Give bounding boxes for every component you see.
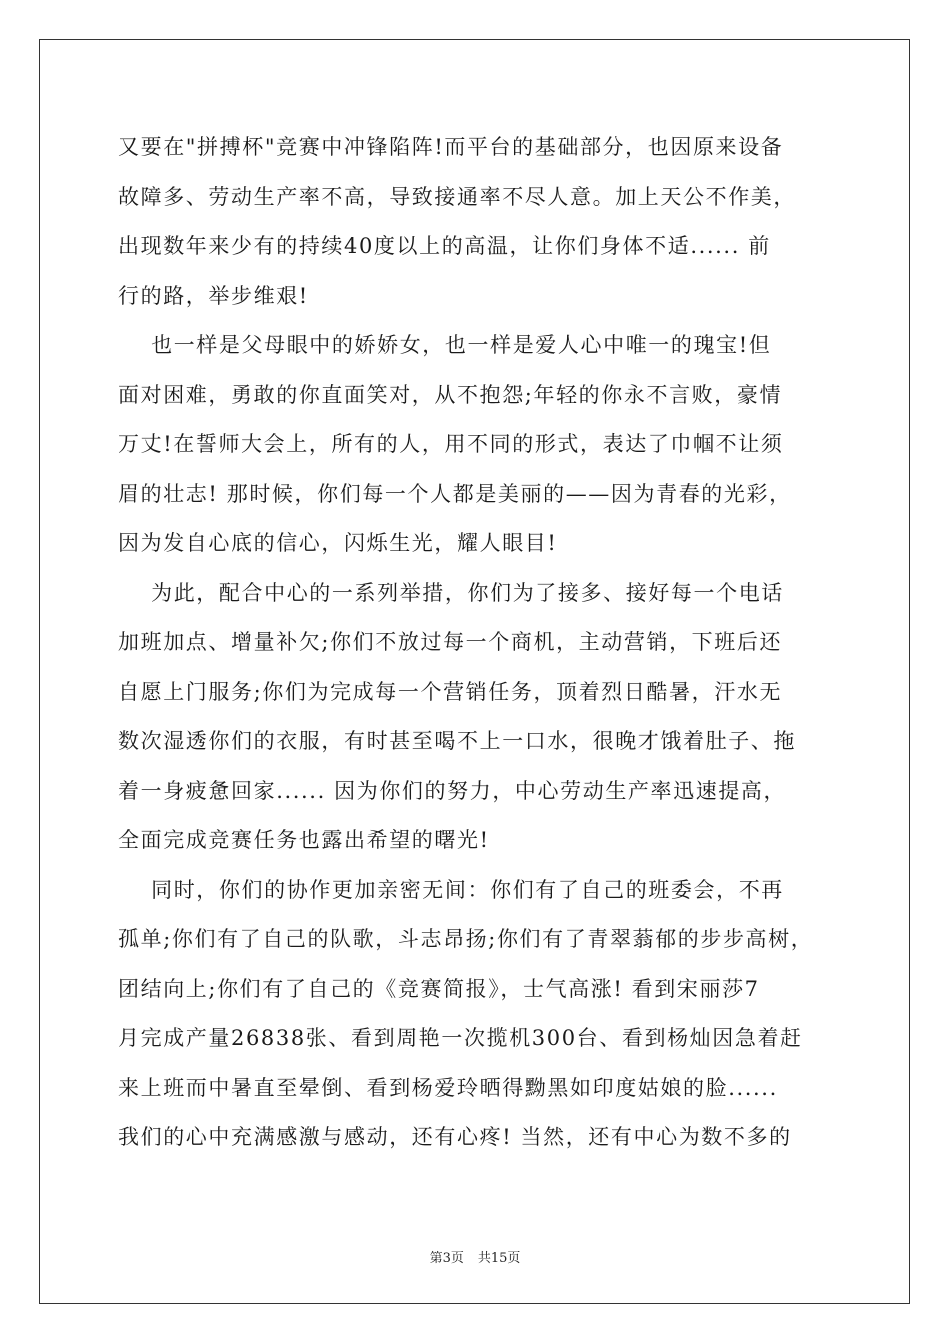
text-line: 因为发自心底的信心，闪烁生光，耀人眼目! (118, 531, 558, 555)
text-line: 故障多、劳动生产率不高，导致接通率不尽人意。加上天公不作美， (118, 184, 796, 209)
text-line: 团结向上;你们有了自己的《竞赛简报》，士气高涨! 看到宋丽莎7 (118, 976, 760, 1001)
body-text (118, 123, 838, 1163)
text-line: 行的路，举步维艰! (118, 283, 309, 308)
text-line: 为此，配合中心的一系列举措，你们为了接多、接好每一个电话 (118, 580, 784, 605)
text-line: 万丈!在誓师大会上，所有的人，用不同的形式，表达了巾帼不让须 (118, 432, 784, 456)
text-line: 加班加点、增量补欠;你们不放过每一个商机，主动营销，下班后还 (118, 630, 783, 654)
text-line: 同时，你们的协作更加亲密无间：你们有了自己的班委会，不再 (118, 877, 784, 902)
text-line: 我们的心中充满感激与感动，还有心疼! 当然，还有中心为数不多的 (118, 1125, 792, 1149)
text-line: 出现数年来少有的持续40度以上的高温，让你们身体不适...... 前 (118, 234, 771, 258)
current-page-label: 第3页 (429, 1251, 464, 1266)
text-line: 数次湿透你们的衣服，有时甚至喝不上一口水，很晚才饿着肚子、拖 (118, 729, 796, 753)
page-footer (0, 1247, 950, 1266)
paragraph (118, 321, 838, 569)
text-line: 眉的壮志! 那时候，你们每一个人都是美丽的——因为青春的光彩， (118, 481, 792, 506)
text-line: 自愿上门服务;你们为完成每一个营销任务，顶着烈日酷暑，汗水无 (118, 679, 783, 704)
paragraph (118, 569, 838, 866)
text-line: 着一身疲惫回家...... 因为你们的努力，中心劳动生产率迅速提高， (118, 778, 787, 803)
paragraph (118, 123, 838, 321)
paragraph (118, 866, 838, 1163)
text-line: 又要在"拼搏杯"竞赛中冲锋陷阵!而平台的基础部分，也因原来设备 (118, 135, 784, 159)
text-line: 孤单;你们有了自己的队歌，斗志昂扬;你们有了青翠蓊郁的步步高树， (118, 927, 814, 951)
text-line: 面对困难，勇敢的你直面笑对，从不抱怨;年轻的你永不言败，豪情 (118, 382, 783, 407)
text-line: 也一样是父母眼中的娇娇女，也一样是爱人心中唯一的瑰宝!但 (118, 333, 772, 357)
text-line: 全面完成竞赛任务也露出希望的曙光! (118, 828, 490, 852)
text-line: 月完成产量26838张、看到周艳一次揽机300台、看到杨灿因急着赶 (118, 1026, 803, 1050)
text-line: 来上班而中暑直至晕倒、看到杨爱玲晒得黝黑如印度姑娘的脸...... (118, 1075, 778, 1100)
total-pages-label: 共15页 (477, 1251, 521, 1266)
